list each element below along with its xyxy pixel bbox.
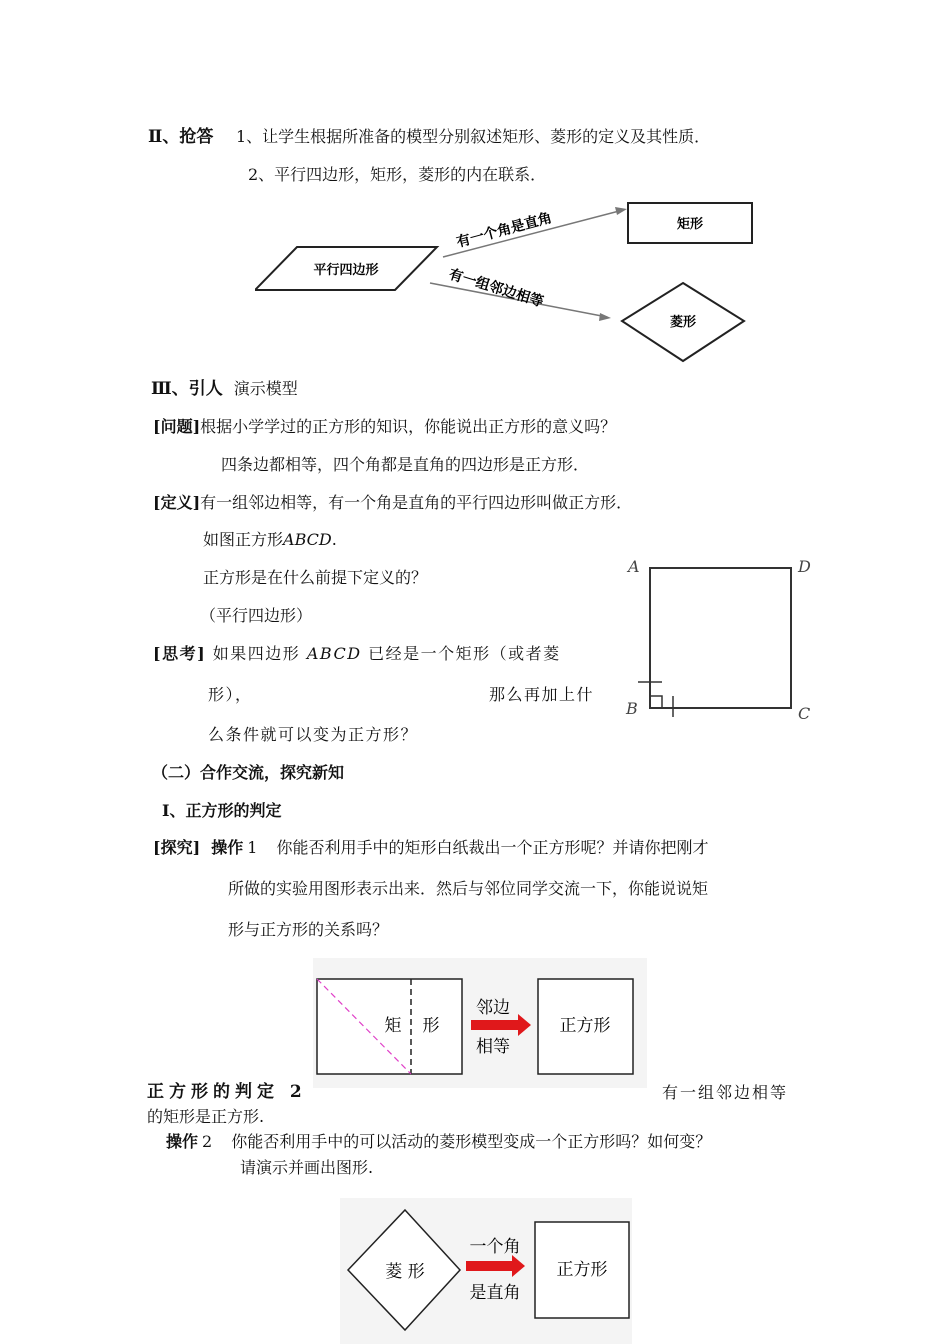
square-result-label: 正方形 <box>559 1016 611 1036</box>
question-tag: [问题] <box>153 417 201 436</box>
figure-reference-text: 如图正方形 <box>203 530 284 549</box>
think-line-2a: 形）， <box>208 685 253 704</box>
right-angle-mark <box>650 696 662 708</box>
premise-answer: （平行四边形） <box>200 606 313 625</box>
operation-1-number: 1 <box>247 838 258 857</box>
think-text-name: ABCD <box>306 644 362 663</box>
section-heading-qiangda: Ⅱ、抢答 <box>148 127 214 147</box>
operation-2-line-2: 请演示并画出图形. <box>240 1158 374 1177</box>
part-two-heading: （二）合作交流，探究新知 <box>152 763 345 782</box>
rhombus-label: 菱形 <box>669 315 697 330</box>
question-line <box>153 416 616 438</box>
arrow-label-one-angle: 一个角 <box>469 1237 521 1257</box>
square-abcd-figure <box>620 552 820 727</box>
think-text-post: 已经是一个矩形（或者菱 <box>368 644 561 663</box>
figure-reference-period: . <box>331 530 337 549</box>
arrow-label-adjacent: 邻边 <box>476 998 510 1018</box>
judgement-2-text-right: 有一组邻边相等 <box>662 1083 789 1102</box>
operation-2-number: 2 <box>202 1132 213 1151</box>
section-intro-line <box>151 378 298 400</box>
square-result-label-2: 正方形 <box>556 1260 608 1280</box>
explore-line-1 <box>153 837 709 859</box>
arrow-label-equal: 相等 <box>476 1037 510 1057</box>
operation-1-line-3: 形与正方形的关系吗？ <box>228 920 389 939</box>
arrow-label-right-angle: 有一个角是直角 <box>454 210 554 251</box>
section-heading-yinren: Ⅲ、引人 <box>151 379 223 399</box>
operation-2-text: 你能否利用手中的可以活动的菱形模型变成一个正方形吗？如何变？ <box>231 1132 712 1151</box>
rhombus-to-square-diagram <box>340 1198 632 1344</box>
premise-question: 正方形是在什么前提下定义的？ <box>203 568 428 587</box>
parallelogram-label: 平行四边形 <box>313 263 379 278</box>
rectangle-char-1: 矩 <box>384 1016 402 1036</box>
think-line-2b: 那么再加上什 <box>489 685 595 704</box>
judgement-2-label: 正方形的判定 2 <box>147 1082 307 1102</box>
figure-reference-line <box>203 529 337 551</box>
operation-1-line-2: 所做的实验用图形表示出来．然后与邻位同学交流一下，你能说说矩 <box>228 879 709 898</box>
rectangle-label: 矩形 <box>676 217 704 232</box>
question-text: 根据小学学过的正方形的知识，你能说出正方形的意义吗？ <box>200 417 617 436</box>
operation-2-tag: 操作 <box>166 1132 199 1151</box>
item-1-text: 1、让学生根据所准备的模型分别叙述矩形、菱形的定义及其性质． <box>236 127 711 146</box>
vertex-label-b: B <box>626 699 638 718</box>
square-judgement-subheading: Ⅰ、正方形的判定 <box>162 801 282 820</box>
question-answer: 四条边都相等，四个角都是直角的四边形是正方形． <box>221 455 590 474</box>
definition-line <box>153 492 632 514</box>
operation-1-tag: 操作 <box>211 838 244 857</box>
vertex-label-d: D <box>798 557 811 576</box>
quadrilateral-relation-diagram <box>255 195 765 370</box>
demo-model-text: 演示模型 <box>233 379 298 398</box>
think-line-1 <box>153 643 561 665</box>
think-tag: [思考] <box>153 644 207 663</box>
square-outline <box>650 568 791 708</box>
item-2-text: 2、平行四边形，矩形，菱形的内在联系． <box>248 165 547 184</box>
operation-2-line-1 <box>166 1131 711 1153</box>
rectangle-to-square-diagram <box>313 958 647 1088</box>
vertex-label-c: C <box>798 704 811 723</box>
definition-tag: [定义] <box>153 493 201 512</box>
operation-1-line-1: 你能否利用手中的矩形白纸裁出一个正方形呢？并请你把刚才 <box>276 838 709 857</box>
figure-reference-name: ABCD <box>283 530 332 549</box>
arrow-label-right-angle-2: 是直角 <box>469 1283 521 1303</box>
judgement-2-text-line2: 的矩形是正方形. <box>147 1107 265 1126</box>
explore-tag: [探究] <box>153 838 201 857</box>
think-text-pre: 如果四边形 <box>212 644 301 663</box>
think-line-3: 么条件就可以变为正方形？ <box>208 725 419 744</box>
rhombus-model-label: 菱 形 <box>385 1262 425 1282</box>
arrow-label-adjacent-equal: 有一组邻边相等 <box>446 266 546 311</box>
definition-text: 有一组邻边相等，有一个角是直角的平行四边形叫做正方形． <box>200 493 633 512</box>
vertex-label-a: A <box>628 557 640 576</box>
rectangle-char-2: 形 <box>422 1016 440 1036</box>
